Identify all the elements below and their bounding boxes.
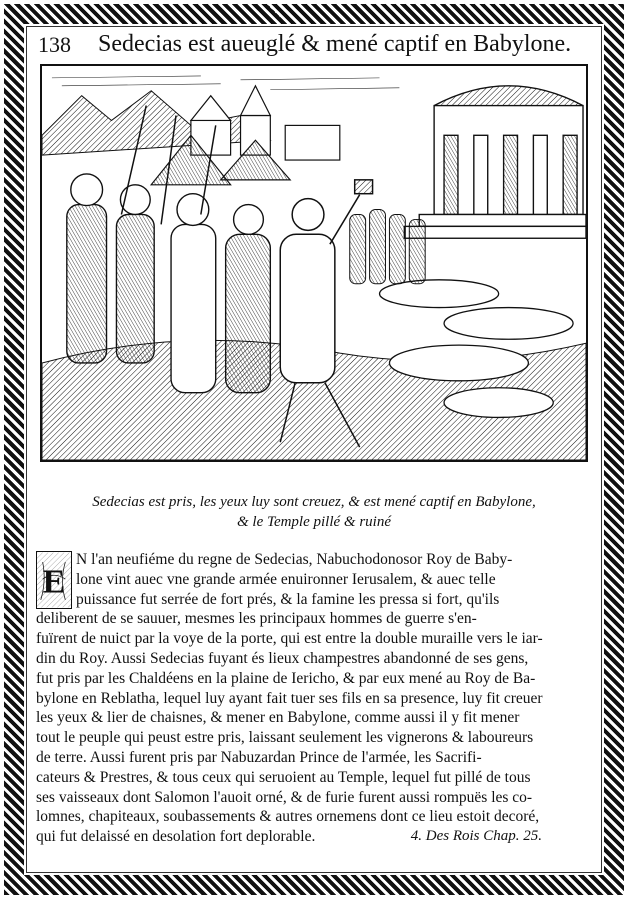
body-line-text: tout le peuple qui peust estre pris, laissant seulement les vignerons & laboureurs [36,729,534,747]
page-header [36,30,592,60]
body-line-text: bylone en Reblatha, lequel luy ayant fait tuer ses fils en sa presence, luy fit creuer [36,689,543,707]
scripture-citation: 4. Des Rois Chap. 25. [410,828,542,844]
body-line [36,649,592,669]
body-line [36,728,592,748]
woodcut-illustration [40,64,588,462]
body-line-text: lone vint auec vne grande armée enuironner Ierusalem, & auec telle [76,570,496,588]
body-line [76,550,592,570]
body-line [36,629,592,649]
body-line [76,590,592,610]
body-line-text: qui fut delaissé en desolation fort deplorable. [36,828,316,846]
caption-line-1: Sedecias est pris, les yeux luy sont creuez, & est mené captif en Babylone, [92,494,536,510]
body-line-text: lomnes, chapiteaux, soubassements & autres ornemens dont ce lieu estoit decoré, [36,808,540,826]
body-line [76,570,592,590]
running-head: Sedecias est aueuglé & mené captif en Babylone. [98,31,572,57]
body-line-text: cateurs & Prestres, & tous ceux qui seruoient au Temple, lequel fut pillé de tous [36,768,531,786]
body-line-text: puissance fut serrée de fort prés, & la famine les pressa si fort, qu'ils [76,590,500,608]
body-line [36,788,592,808]
body-line-text: din du Roy. Aussi Sedecias fuyant és lieux champestres abandonné de ses gens, [36,649,529,667]
body-line-text: les yeux & lier de chaisnes, & mener en Babylone, comme aussi il y fit mener [36,709,520,727]
body-line [36,689,592,709]
body-line [36,807,592,827]
woodcut-scene-graphic [42,66,586,460]
body-line-text: N l'an neufiéme du regne de Sedecias, Nabuchodonosor Roy de Baby- [76,551,513,568]
body-text [36,550,592,847]
body-line [36,708,592,728]
caption-line-2: & le Temple pillé & ruiné [236,514,391,530]
initial-letter: E [42,563,66,601]
body-line [36,609,592,629]
body-line [36,748,592,768]
body-line-text: fut pris par les Chaldéens en la plaine de Iericho, & par eux mené au Roy de Ba- [36,669,536,687]
illustration-caption [40,492,588,532]
body-line-text: ses vaisseaux dont Salomon l'auoit orné, & de furie furent aussi rompuës les co- [36,788,533,806]
body-line-text: fuïrent de nuict par la voye de la porte, qui est entre la double muraille vers le iar- [36,630,543,648]
body-line-text: deliberent de se sauuer, mesmes les principaux hommes de guerre s'en- [36,610,477,628]
body-line [36,669,592,689]
body-line-text: de terre. Aussi furent pris par Nabuzardan Prince de l'armée, les Sacrifi- [36,748,482,766]
page-number: 138 [38,32,71,57]
body-line [36,768,592,788]
